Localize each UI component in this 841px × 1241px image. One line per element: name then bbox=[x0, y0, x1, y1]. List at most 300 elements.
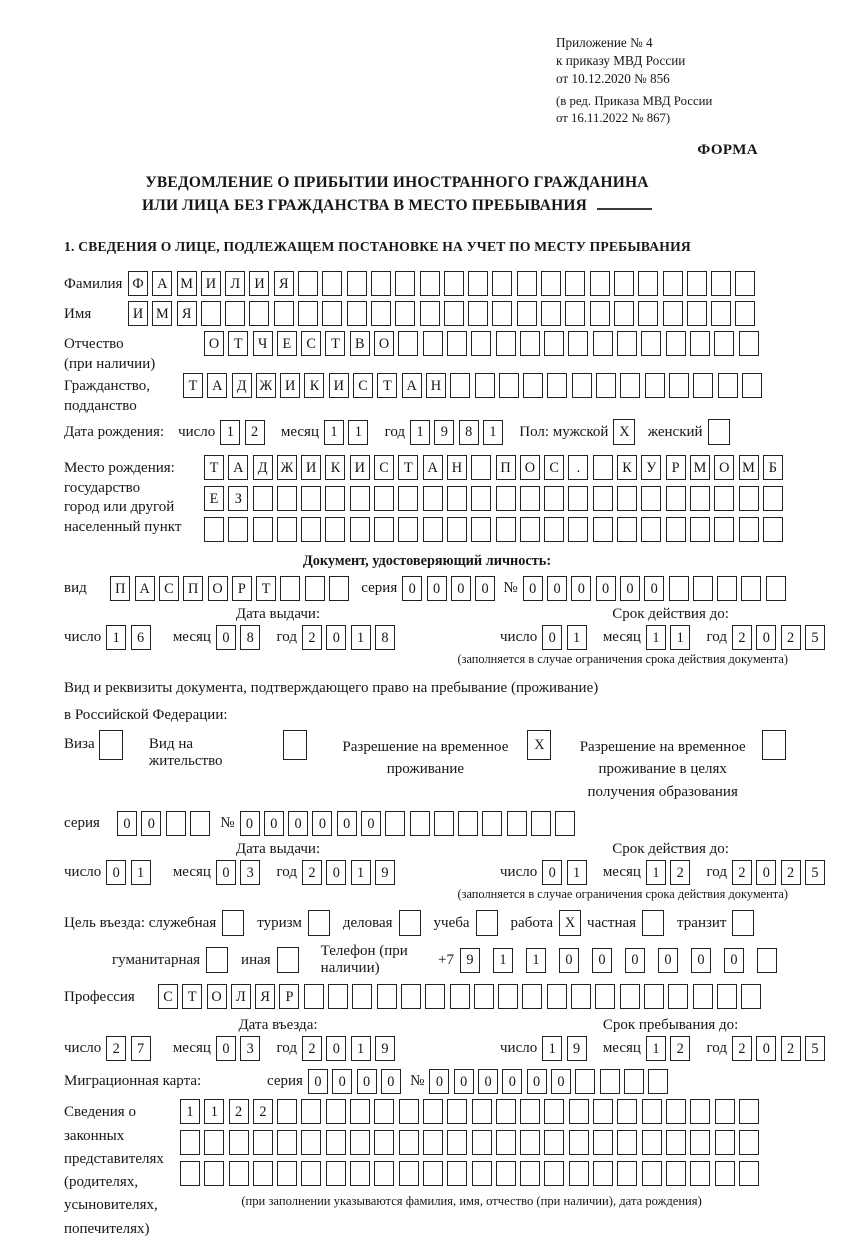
char-cell[interactable]: С bbox=[158, 984, 178, 1009]
char-cell[interactable]: 1 bbox=[106, 625, 126, 650]
char-cell[interactable] bbox=[447, 1161, 467, 1186]
char-cell[interactable] bbox=[590, 271, 610, 296]
char-cell[interactable]: 1 bbox=[351, 1036, 371, 1061]
char-cell[interactable] bbox=[190, 811, 210, 836]
char-cell[interactable] bbox=[666, 517, 686, 542]
char-cell[interactable]: И bbox=[301, 455, 321, 480]
char-cell[interactable]: С bbox=[374, 455, 394, 480]
char-cell[interactable]: 2 bbox=[732, 625, 752, 650]
char-cell[interactable] bbox=[350, 486, 370, 511]
char-cell[interactable] bbox=[499, 373, 519, 398]
char-cell[interactable] bbox=[371, 271, 391, 296]
char-cell[interactable]: 6 bbox=[131, 625, 151, 650]
char-cell[interactable] bbox=[326, 1161, 346, 1186]
char-cell[interactable]: 0 bbox=[502, 1069, 522, 1094]
option-visa-checkbox[interactable] bbox=[99, 730, 123, 760]
char-cell[interactable] bbox=[398, 331, 418, 356]
char-cell[interactable]: Т bbox=[398, 455, 418, 480]
char-cell[interactable] bbox=[399, 1161, 419, 1186]
char-cell[interactable]: Т bbox=[325, 331, 345, 356]
char-cell[interactable] bbox=[471, 455, 491, 480]
char-cell[interactable]: 0 bbox=[451, 576, 471, 601]
char-cell[interactable] bbox=[468, 271, 488, 296]
char-cell[interactable] bbox=[423, 486, 443, 511]
char-cell[interactable] bbox=[492, 271, 512, 296]
char-cell[interactable] bbox=[735, 301, 755, 326]
char-cell[interactable] bbox=[522, 984, 542, 1009]
char-cell[interactable]: П bbox=[183, 576, 203, 601]
char-cell[interactable]: 7 bbox=[131, 1036, 151, 1061]
char-cell[interactable] bbox=[565, 271, 585, 296]
char-cell[interactable]: 9 bbox=[434, 420, 454, 445]
char-cell[interactable] bbox=[520, 1130, 540, 1155]
char-cell[interactable] bbox=[693, 984, 713, 1009]
char-cell[interactable] bbox=[715, 1130, 735, 1155]
char-cell[interactable] bbox=[590, 301, 610, 326]
char-cell[interactable] bbox=[468, 301, 488, 326]
char-cell[interactable] bbox=[423, 1130, 443, 1155]
char-cell[interactable]: 2 bbox=[781, 625, 801, 650]
char-cell[interactable] bbox=[714, 331, 734, 356]
char-cell[interactable] bbox=[520, 517, 540, 542]
char-cell[interactable] bbox=[398, 486, 418, 511]
char-cell[interactable]: 1 bbox=[351, 625, 371, 650]
char-cell[interactable] bbox=[450, 984, 470, 1009]
char-cell[interactable]: 1 bbox=[542, 1036, 562, 1061]
char-cell[interactable] bbox=[520, 1099, 540, 1124]
char-cell[interactable] bbox=[496, 331, 516, 356]
char-cell[interactable] bbox=[277, 486, 297, 511]
char-cell[interactable]: 1 bbox=[670, 625, 690, 650]
char-cell[interactable]: 2 bbox=[106, 1036, 126, 1061]
purpose-private-checkbox[interactable] bbox=[642, 910, 664, 936]
char-cell[interactable] bbox=[447, 517, 467, 542]
char-cell[interactable]: 1 bbox=[646, 1036, 666, 1061]
char-cell[interactable]: Л bbox=[231, 984, 251, 1009]
char-cell[interactable]: 1 bbox=[646, 625, 666, 650]
char-cell[interactable] bbox=[496, 517, 516, 542]
char-cell[interactable]: М bbox=[177, 271, 197, 296]
char-cell[interactable]: 0 bbox=[551, 1069, 571, 1094]
char-cell[interactable] bbox=[274, 301, 294, 326]
char-cell[interactable]: 0 bbox=[527, 1069, 547, 1094]
char-cell[interactable]: 0 bbox=[592, 948, 612, 973]
char-cell[interactable] bbox=[225, 301, 245, 326]
char-cell[interactable] bbox=[301, 1130, 321, 1155]
char-cell[interactable]: 0 bbox=[756, 625, 776, 650]
char-cell[interactable]: 1 bbox=[646, 860, 666, 885]
char-cell[interactable] bbox=[739, 517, 759, 542]
char-cell[interactable] bbox=[544, 1130, 564, 1155]
char-cell[interactable]: 2 bbox=[302, 860, 322, 885]
char-cell[interactable] bbox=[690, 331, 710, 356]
char-cell[interactable]: К bbox=[617, 455, 637, 480]
char-cell[interactable]: 2 bbox=[781, 1036, 801, 1061]
char-cell[interactable]: 0 bbox=[429, 1069, 449, 1094]
char-cell[interactable]: 0 bbox=[106, 860, 126, 885]
purpose-work-checkbox[interactable]: X bbox=[559, 910, 581, 936]
char-cell[interactable] bbox=[325, 486, 345, 511]
char-cell[interactable] bbox=[253, 1130, 273, 1155]
char-cell[interactable]: 1 bbox=[483, 420, 503, 445]
char-cell[interactable]: Ж bbox=[256, 373, 276, 398]
char-cell[interactable] bbox=[253, 1161, 273, 1186]
char-cell[interactable] bbox=[423, 1161, 443, 1186]
char-cell[interactable]: С bbox=[353, 373, 373, 398]
char-cell[interactable] bbox=[410, 811, 430, 836]
char-cell[interactable]: Т bbox=[256, 576, 276, 601]
char-cell[interactable] bbox=[624, 1069, 644, 1094]
char-cell[interactable]: Ч bbox=[253, 331, 273, 356]
char-cell[interactable] bbox=[714, 517, 734, 542]
char-cell[interactable] bbox=[496, 1099, 516, 1124]
char-cell[interactable] bbox=[690, 486, 710, 511]
char-cell[interactable]: Я bbox=[177, 301, 197, 326]
char-cell[interactable]: 5 bbox=[805, 625, 825, 650]
char-cell[interactable]: 0 bbox=[478, 1069, 498, 1094]
char-cell[interactable] bbox=[593, 486, 613, 511]
char-cell[interactable] bbox=[666, 486, 686, 511]
char-cell[interactable]: П bbox=[110, 576, 130, 601]
char-cell[interactable] bbox=[471, 517, 491, 542]
char-cell[interactable] bbox=[447, 331, 467, 356]
char-cell[interactable]: 0 bbox=[542, 625, 562, 650]
char-cell[interactable] bbox=[735, 271, 755, 296]
char-cell[interactable]: А bbox=[423, 455, 443, 480]
char-cell[interactable]: 1 bbox=[220, 420, 240, 445]
char-cell[interactable] bbox=[572, 373, 592, 398]
char-cell[interactable]: И bbox=[201, 271, 221, 296]
char-cell[interactable] bbox=[593, 1161, 613, 1186]
char-cell[interactable]: 1 bbox=[131, 860, 151, 885]
char-cell[interactable] bbox=[304, 984, 324, 1009]
char-cell[interactable] bbox=[569, 1099, 589, 1124]
char-cell[interactable] bbox=[711, 271, 731, 296]
char-cell[interactable] bbox=[374, 1130, 394, 1155]
char-cell[interactable] bbox=[541, 271, 561, 296]
char-cell[interactable] bbox=[523, 373, 543, 398]
char-cell[interactable]: И bbox=[249, 271, 269, 296]
char-cell[interactable] bbox=[322, 271, 342, 296]
char-cell[interactable]: С bbox=[544, 455, 564, 480]
char-cell[interactable] bbox=[766, 576, 786, 601]
purpose-transit-checkbox[interactable] bbox=[732, 910, 754, 936]
char-cell[interactable] bbox=[741, 576, 761, 601]
char-cell[interactable]: 1 bbox=[351, 860, 371, 885]
char-cell[interactable] bbox=[571, 984, 591, 1009]
char-cell[interactable] bbox=[474, 984, 494, 1009]
char-cell[interactable] bbox=[399, 1130, 419, 1155]
char-cell[interactable] bbox=[617, 486, 637, 511]
char-cell[interactable] bbox=[204, 1161, 224, 1186]
char-cell[interactable] bbox=[447, 1130, 467, 1155]
char-cell[interactable]: 0 bbox=[308, 1069, 328, 1094]
char-cell[interactable] bbox=[687, 271, 707, 296]
char-cell[interactable]: 1 bbox=[567, 625, 587, 650]
char-cell[interactable] bbox=[739, 1161, 759, 1186]
char-cell[interactable]: 2 bbox=[732, 1036, 752, 1061]
char-cell[interactable] bbox=[420, 301, 440, 326]
char-cell[interactable] bbox=[471, 486, 491, 511]
char-cell[interactable]: О bbox=[207, 984, 227, 1009]
char-cell[interactable] bbox=[668, 984, 688, 1009]
char-cell[interactable] bbox=[568, 486, 588, 511]
char-cell[interactable]: К bbox=[325, 455, 345, 480]
char-cell[interactable] bbox=[350, 517, 370, 542]
char-cell[interactable] bbox=[642, 1099, 662, 1124]
char-cell[interactable]: 0 bbox=[332, 1069, 352, 1094]
char-cell[interactable] bbox=[544, 1161, 564, 1186]
char-cell[interactable] bbox=[663, 271, 683, 296]
char-cell[interactable]: 0 bbox=[559, 948, 579, 973]
char-cell[interactable] bbox=[544, 486, 564, 511]
char-cell[interactable]: 1 bbox=[526, 948, 546, 973]
char-cell[interactable]: 0 bbox=[357, 1069, 377, 1094]
char-cell[interactable]: 0 bbox=[454, 1069, 474, 1094]
char-cell[interactable]: С bbox=[159, 576, 179, 601]
char-cell[interactable] bbox=[690, 1099, 710, 1124]
char-cell[interactable] bbox=[739, 331, 759, 356]
char-cell[interactable] bbox=[642, 1161, 662, 1186]
char-cell[interactable] bbox=[301, 486, 321, 511]
char-cell[interactable] bbox=[498, 984, 518, 1009]
char-cell[interactable] bbox=[277, 1161, 297, 1186]
char-cell[interactable]: 0 bbox=[361, 811, 381, 836]
char-cell[interactable]: 8 bbox=[375, 625, 395, 650]
char-cell[interactable]: Р bbox=[666, 455, 686, 480]
char-cell[interactable]: С bbox=[301, 331, 321, 356]
char-cell[interactable] bbox=[693, 576, 713, 601]
char-cell[interactable] bbox=[544, 517, 564, 542]
char-cell[interactable]: И bbox=[329, 373, 349, 398]
char-cell[interactable] bbox=[617, 1130, 637, 1155]
char-cell[interactable]: 1 bbox=[567, 860, 587, 885]
char-cell[interactable] bbox=[298, 301, 318, 326]
char-cell[interactable] bbox=[280, 576, 300, 601]
char-cell[interactable]: 0 bbox=[326, 1036, 346, 1061]
char-cell[interactable] bbox=[326, 1130, 346, 1155]
char-cell[interactable] bbox=[648, 1069, 668, 1094]
char-cell[interactable] bbox=[600, 1069, 620, 1094]
char-cell[interactable]: Е bbox=[277, 331, 297, 356]
char-cell[interactable] bbox=[663, 301, 683, 326]
option-residence-permit-checkbox[interactable] bbox=[283, 730, 307, 760]
char-cell[interactable] bbox=[595, 984, 615, 1009]
char-cell[interactable] bbox=[714, 486, 734, 511]
char-cell[interactable]: 0 bbox=[620, 576, 640, 601]
char-cell[interactable] bbox=[711, 301, 731, 326]
char-cell[interactable]: 0 bbox=[427, 576, 447, 601]
char-cell[interactable]: А bbox=[228, 455, 248, 480]
char-cell[interactable] bbox=[531, 811, 551, 836]
char-cell[interactable]: Н bbox=[426, 373, 446, 398]
char-cell[interactable]: 0 bbox=[625, 948, 645, 973]
char-cell[interactable] bbox=[423, 517, 443, 542]
char-cell[interactable]: 9 bbox=[460, 948, 480, 973]
char-cell[interactable]: 0 bbox=[547, 576, 567, 601]
char-cell[interactable] bbox=[757, 948, 777, 973]
char-cell[interactable] bbox=[249, 301, 269, 326]
char-cell[interactable] bbox=[374, 486, 394, 511]
purpose-business-checkbox[interactable] bbox=[399, 910, 421, 936]
purpose-official-checkbox[interactable] bbox=[222, 910, 244, 936]
char-cell[interactable] bbox=[520, 1161, 540, 1186]
char-cell[interactable]: 0 bbox=[288, 811, 308, 836]
char-cell[interactable]: 0 bbox=[240, 811, 260, 836]
char-cell[interactable]: Ф bbox=[128, 271, 148, 296]
char-cell[interactable]: А bbox=[402, 373, 422, 398]
char-cell[interactable]: О bbox=[208, 576, 228, 601]
char-cell[interactable] bbox=[741, 984, 761, 1009]
char-cell[interactable] bbox=[398, 517, 418, 542]
char-cell[interactable]: 5 bbox=[805, 1036, 825, 1061]
char-cell[interactable] bbox=[620, 373, 640, 398]
char-cell[interactable] bbox=[641, 331, 661, 356]
char-cell[interactable]: Я bbox=[274, 271, 294, 296]
char-cell[interactable]: А bbox=[207, 373, 227, 398]
char-cell[interactable]: О bbox=[714, 455, 734, 480]
char-cell[interactable]: Т bbox=[228, 331, 248, 356]
char-cell[interactable] bbox=[325, 517, 345, 542]
char-cell[interactable] bbox=[301, 517, 321, 542]
char-cell[interactable] bbox=[569, 1130, 589, 1155]
char-cell[interactable] bbox=[715, 1099, 735, 1124]
char-cell[interactable] bbox=[717, 984, 737, 1009]
char-cell[interactable] bbox=[568, 517, 588, 542]
char-cell[interactable]: 1 bbox=[493, 948, 513, 973]
char-cell[interactable] bbox=[596, 373, 616, 398]
char-cell[interactable] bbox=[471, 331, 491, 356]
char-cell[interactable] bbox=[541, 301, 561, 326]
char-cell[interactable]: 0 bbox=[312, 811, 332, 836]
char-cell[interactable]: З bbox=[228, 486, 248, 511]
char-cell[interactable]: 3 bbox=[240, 860, 260, 885]
char-cell[interactable]: Т bbox=[183, 373, 203, 398]
char-cell[interactable]: Б bbox=[763, 455, 783, 480]
char-cell[interactable] bbox=[575, 1069, 595, 1094]
char-cell[interactable] bbox=[715, 1161, 735, 1186]
char-cell[interactable] bbox=[517, 301, 537, 326]
char-cell[interactable] bbox=[763, 517, 783, 542]
char-cell[interactable] bbox=[739, 1099, 759, 1124]
char-cell[interactable]: 2 bbox=[732, 860, 752, 885]
char-cell[interactable]: 0 bbox=[724, 948, 744, 973]
char-cell[interactable] bbox=[374, 517, 394, 542]
char-cell[interactable] bbox=[641, 486, 661, 511]
char-cell[interactable] bbox=[201, 301, 221, 326]
char-cell[interactable] bbox=[638, 271, 658, 296]
char-cell[interactable] bbox=[739, 1130, 759, 1155]
char-cell[interactable] bbox=[669, 373, 689, 398]
char-cell[interactable] bbox=[693, 373, 713, 398]
char-cell[interactable] bbox=[399, 1099, 419, 1124]
char-cell[interactable]: 1 bbox=[410, 420, 430, 445]
char-cell[interactable] bbox=[350, 1161, 370, 1186]
char-cell[interactable] bbox=[301, 1161, 321, 1186]
char-cell[interactable] bbox=[517, 271, 537, 296]
char-cell[interactable] bbox=[472, 1099, 492, 1124]
sex-female-checkbox[interactable] bbox=[708, 419, 730, 445]
char-cell[interactable] bbox=[228, 517, 248, 542]
char-cell[interactable]: 0 bbox=[216, 860, 236, 885]
char-cell[interactable] bbox=[690, 517, 710, 542]
char-cell[interactable] bbox=[347, 271, 367, 296]
char-cell[interactable]: 0 bbox=[381, 1069, 401, 1094]
char-cell[interactable] bbox=[638, 301, 658, 326]
char-cell[interactable] bbox=[326, 1099, 346, 1124]
char-cell[interactable] bbox=[617, 1161, 637, 1186]
char-cell[interactable]: 2 bbox=[302, 625, 322, 650]
char-cell[interactable]: 0 bbox=[523, 576, 543, 601]
char-cell[interactable]: 8 bbox=[240, 625, 260, 650]
char-cell[interactable] bbox=[458, 811, 478, 836]
char-cell[interactable]: Ж bbox=[277, 455, 297, 480]
char-cell[interactable] bbox=[277, 1099, 297, 1124]
char-cell[interactable] bbox=[544, 331, 564, 356]
char-cell[interactable] bbox=[617, 517, 637, 542]
char-cell[interactable]: М bbox=[739, 455, 759, 480]
char-cell[interactable]: 0 bbox=[691, 948, 711, 973]
char-cell[interactable] bbox=[374, 1161, 394, 1186]
char-cell[interactable]: И bbox=[350, 455, 370, 480]
char-cell[interactable]: М bbox=[152, 301, 172, 326]
char-cell[interactable]: У bbox=[641, 455, 661, 480]
char-cell[interactable]: 2 bbox=[245, 420, 265, 445]
char-cell[interactable] bbox=[614, 301, 634, 326]
char-cell[interactable] bbox=[547, 373, 567, 398]
char-cell[interactable]: 0 bbox=[756, 860, 776, 885]
char-cell[interactable] bbox=[507, 811, 527, 836]
char-cell[interactable]: 8 bbox=[459, 420, 479, 445]
char-cell[interactable]: А bbox=[135, 576, 155, 601]
char-cell[interactable]: Н bbox=[447, 455, 467, 480]
char-cell[interactable]: 0 bbox=[644, 576, 664, 601]
char-cell[interactable]: 0 bbox=[337, 811, 357, 836]
char-cell[interactable] bbox=[520, 486, 540, 511]
char-cell[interactable]: 2 bbox=[670, 860, 690, 885]
char-cell[interactable] bbox=[180, 1130, 200, 1155]
char-cell[interactable] bbox=[423, 331, 443, 356]
char-cell[interactable] bbox=[614, 271, 634, 296]
purpose-tourism-checkbox[interactable] bbox=[308, 910, 330, 936]
char-cell[interactable]: 2 bbox=[253, 1099, 273, 1124]
char-cell[interactable] bbox=[718, 373, 738, 398]
char-cell[interactable] bbox=[204, 1130, 224, 1155]
char-cell[interactable]: 3 bbox=[240, 1036, 260, 1061]
char-cell[interactable] bbox=[690, 1161, 710, 1186]
char-cell[interactable]: 0 bbox=[542, 860, 562, 885]
char-cell[interactable] bbox=[593, 1099, 613, 1124]
char-cell[interactable]: 5 bbox=[805, 860, 825, 885]
char-cell[interactable]: 1 bbox=[204, 1099, 224, 1124]
char-cell[interactable] bbox=[496, 486, 516, 511]
char-cell[interactable]: Т bbox=[377, 373, 397, 398]
char-cell[interactable] bbox=[352, 984, 372, 1009]
sex-male-checkbox[interactable]: X bbox=[613, 419, 635, 445]
char-cell[interactable]: П bbox=[496, 455, 516, 480]
option-temp-residence-education-checkbox[interactable] bbox=[762, 730, 786, 760]
char-cell[interactable]: Я bbox=[255, 984, 275, 1009]
char-cell[interactable]: . bbox=[568, 455, 588, 480]
char-cell[interactable]: 1 bbox=[324, 420, 344, 445]
char-cell[interactable]: 0 bbox=[216, 1036, 236, 1061]
char-cell[interactable]: 1 bbox=[180, 1099, 200, 1124]
char-cell[interactable] bbox=[166, 811, 186, 836]
char-cell[interactable]: 0 bbox=[475, 576, 495, 601]
char-cell[interactable] bbox=[763, 486, 783, 511]
char-cell[interactable] bbox=[492, 301, 512, 326]
char-cell[interactable] bbox=[229, 1130, 249, 1155]
